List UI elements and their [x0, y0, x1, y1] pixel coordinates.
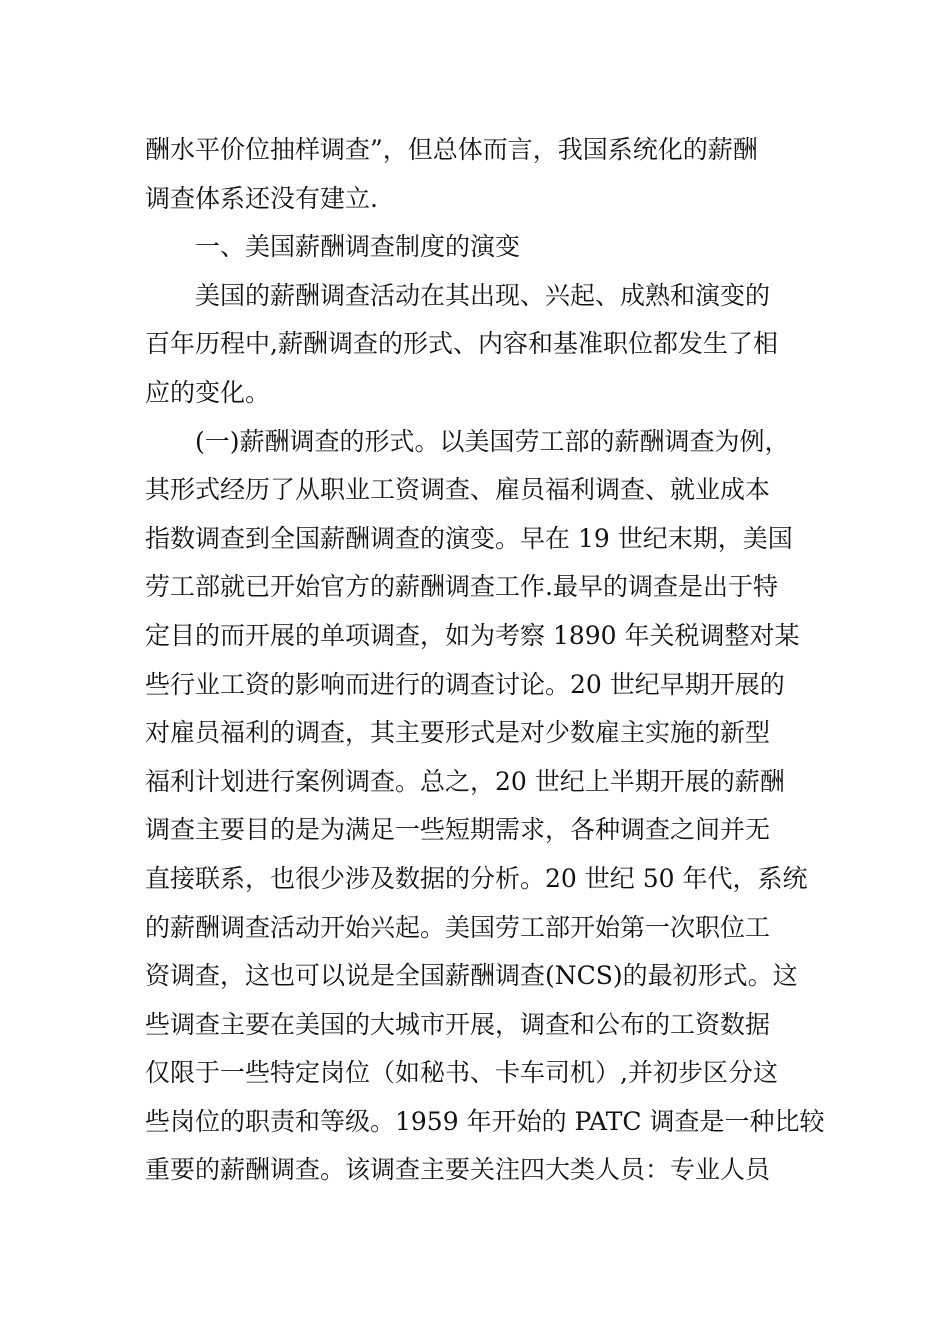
- text-line: 些岗位的职责和等级。1959 年开始的 PATC 调查是一种比较: [145, 1106, 825, 1136]
- text-line: 仅限于一些特定岗位（如秘书、卡车司机）,并初步区分这: [145, 1058, 778, 1088]
- text-line: 美国的薪酬调查活动在其出现、兴起、成熟和演变的: [195, 280, 771, 310]
- text-line: 对雇员福利的调查，其主要形式是对少数雇主实施的新型: [145, 718, 771, 748]
- text-line: 直接联系，也很少涉及数据的分析。20 世纪 50 年代，系统: [145, 863, 808, 893]
- text-line: 重要的薪酬调查。该调查主要关注四大类人员：专业人员: [145, 1155, 771, 1185]
- text-line: 资调查，这也可以说是全国薪酬调查(NCS)的最初形式。这: [145, 961, 798, 991]
- text-line: 百年历程中,薪酬调查的形式、内容和基准职位都发生了相: [145, 329, 778, 359]
- text-line: 些调查主要在美国的大城市开展，调查和公布的工资数据: [145, 1009, 771, 1039]
- text-line: 劳工部就已开始官方的薪酬调查工作.最早的调查是出于特: [145, 572, 778, 602]
- text-line: 指数调查到全国薪酬调查的演变。早在 19 世纪末期，美国: [145, 523, 793, 553]
- text-line: 调查体系还没有建立.: [145, 183, 378, 213]
- text-line: 定目的而开展的单项调查，如为考察 1890 年关税调整对某: [145, 620, 800, 650]
- text-line: 的薪酬调查活动开始兴起。美国劳工部开始第一次职位工: [145, 912, 771, 942]
- text-line: 其形式经历了从职业工资调查、雇员福利调查、就业成本: [145, 475, 771, 505]
- body-text: [145, 126, 825, 1195]
- text-line: 酬水平价位抽样调查”，但总体而言，我国系统化的薪酬: [145, 135, 758, 164]
- text-line: 些行业工资的影响而进行的调查讨论。20 世纪早期开展的: [145, 669, 785, 699]
- text-line: (一)薪酬调查的形式。以美国劳工部的薪酬调查为例，: [195, 426, 790, 456]
- section-heading: 一、美国薪酬调查制度的演变: [195, 232, 521, 262]
- text-line: 调查主要目的是为满足一些短期需求，各种调查之间并无: [145, 815, 771, 845]
- text-line: 应的变化。: [145, 377, 271, 407]
- text-line: 福利计划进行案例调查。总之，20 世纪上半期开展的薪酬: [145, 766, 785, 796]
